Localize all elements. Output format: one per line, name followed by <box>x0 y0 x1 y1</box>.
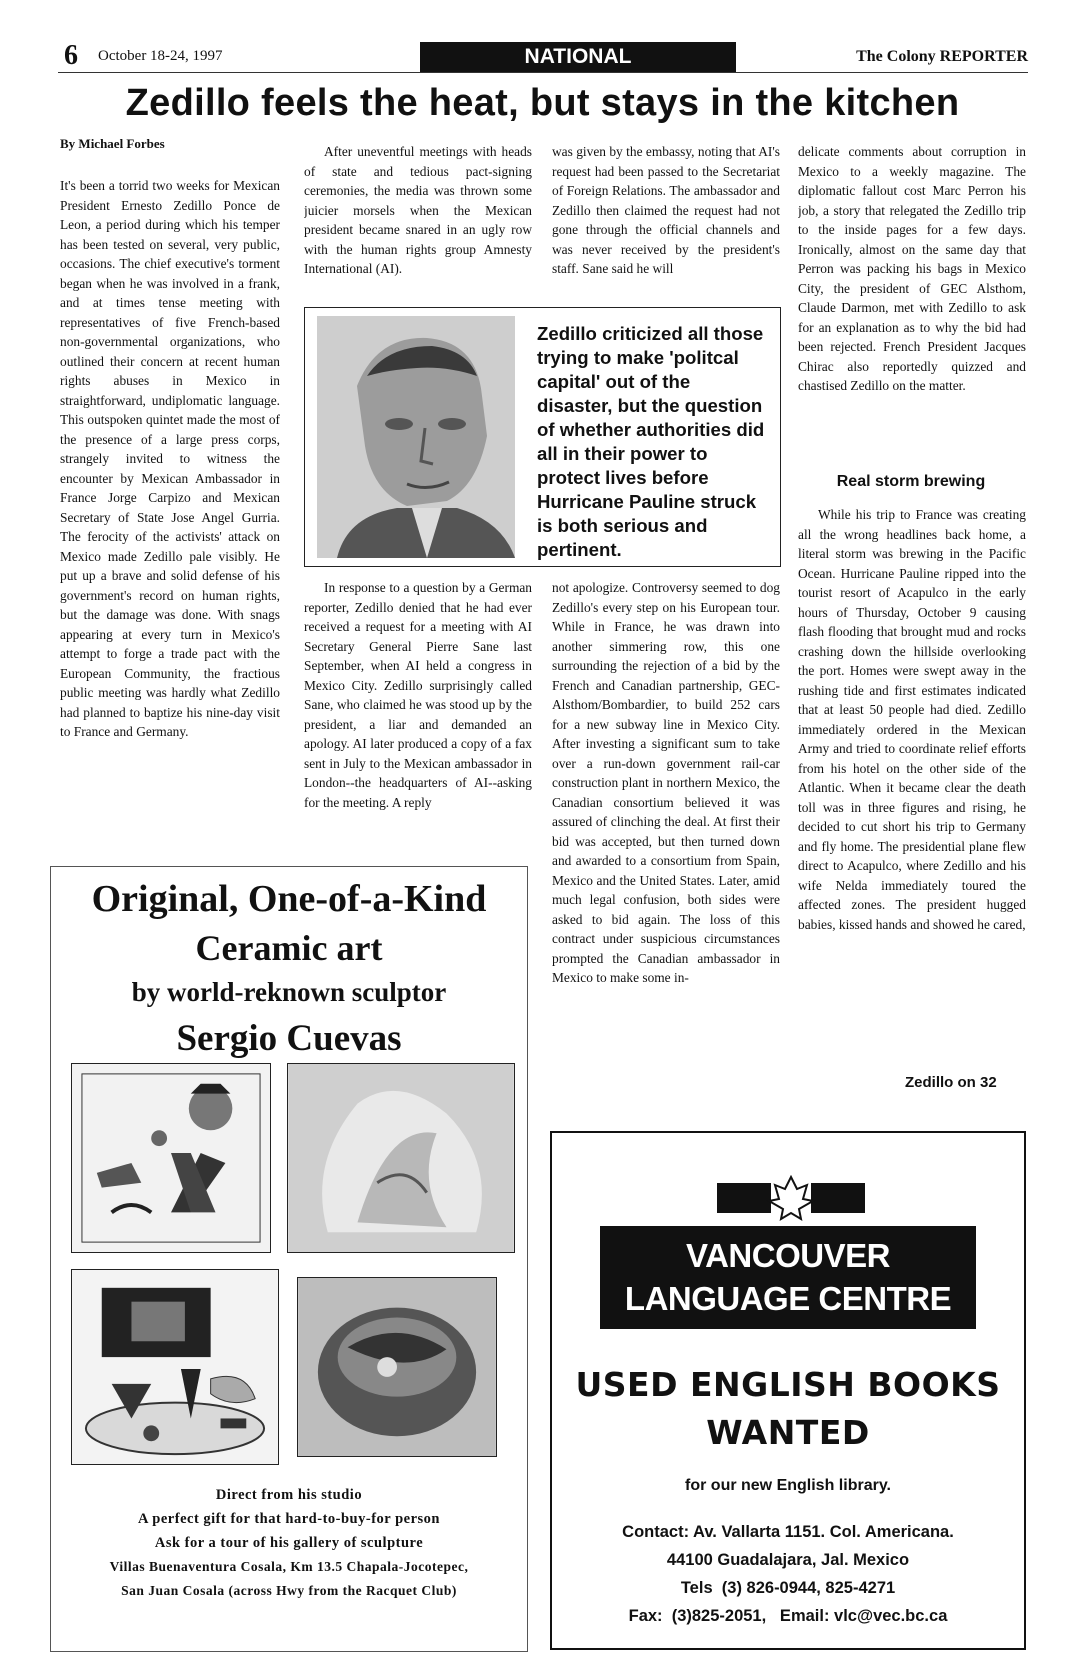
article-column-2-bottom <box>304 578 532 858</box>
vlc-name-line-2: LANGUAGE CENTRE <box>624 1280 952 1317</box>
column-2-bottom-text: In response to a question by a German reporter, Zedillo denied that he had ever received a request for a meeting with AI Secretary General Pierre Sane last September, when AI held a congress in Mexico City. Zedillo surprisingly called Sane, who claimed he was stood up by the president, a liar and demanded an apology. AI later produced a copy of a fax sent in July to the Mexican ambassador in London--the headquarters of AI--asking for the meeting. A reply <box>304 580 532 810</box>
ad-ceramic-line-4: Sergio Cuevas <box>176 1018 402 1059</box>
vlc-for-library-line: for our new English library. <box>685 1477 891 1494</box>
vlc-used-books-line: USED ENGLISH BOOKS <box>575 1365 1001 1404</box>
article-column-3-top <box>552 142 780 302</box>
column-4-top-text: delicate comments about corruption in Mexico to a weekly magazine. The diplomatic fallout cost Marc Perron his job, a story that relegated the Zedillo trip to the inside pages for a few days. Ironically, almost on the same day that Perron was packing his bags in Mexico City, the president of GEC Alsthom, Claude Darmon, met with Zedillo to ask for an explanation as to why the bid had been rejected. French President Jacques Chirac also reportedly quizzed and chastised Zedillo on the matter. <box>798 144 1026 393</box>
ad-ceramic-detail-1: Direct from his studio <box>215 1487 363 1503</box>
masthead-rule <box>58 72 1028 73</box>
column-3-top-text: was given by the embassy, noting that AI's request had been passed to the Secretariat of Foreign Relations. The ambassador and Zedillo then claimed the request had not gone through the official channels and was never received by the president's staff. Sane said he will <box>552 144 780 276</box>
article-column-4-top <box>798 142 1026 464</box>
ceramic-artwork-1 <box>71 1063 271 1253</box>
issue-date: October 18-24, 1997 <box>98 48 223 64</box>
vlc-contact-line-1: Contact: Av. Vallarta 1151. Col. Americana. <box>622 1523 954 1541</box>
jump-line: Zedillo on 32 <box>905 1074 997 1091</box>
ceramic-artwork-4 <box>297 1277 497 1457</box>
page-number: 6 <box>64 40 78 71</box>
vlc-name-block <box>600 1226 976 1329</box>
column-3-bottom-text: not apologize. Controversy seemed to dog Zedillo's every step on his European tour. While in France, he was drawn into another simmering row, this one surrounding the rejection of a bid by the French and Canadian partnership, GEC-Alsthom/Bombardier, to build 252 cars for a new subway line in Mexico City. After investing a significant sum to take over a run-down government rail-car construction plant in northern Mexico, the Canadian consortium believed it was assured of clinching the deal. At first their bid was accepted, but then turned down and awarded to a consortium from Spain, Mexico and the United States. Later, amid much legal confusion, both sides were asked to bid again. The loss of this contract under suspicious circumstances prompted the Canadian ambassador in Mexico to make some in- <box>552 580 780 985</box>
zedillo-portrait-photo <box>317 316 515 558</box>
article-column-4-bottom <box>798 505 1026 1067</box>
ad-ceramic-line-3: by world-reknown sculptor <box>131 977 447 1007</box>
ad-ceramic-detail-4: Villas Buenaventura Cosala, Km 13.5 Chapala-Jocotepec, <box>109 1559 469 1574</box>
subheading: Real storm brewing <box>836 473 986 490</box>
column-4-bottom-text: While his trip to France was creating all the wrong headlines back home, a literal storm was brewing in the Pacific Ocean. Hurricane Pauline ripped into the tourist resort of Acapulco in the early hours of Thursday, October 9 causing flash flooding that brought mud and rocks crashing down the hillside overlooking the port. Homes were swept away in the rushing tide and first estimates indicated that at least 50 people had died. Zedillo immediately ordered in the Mexican Army and tried to coordinate relief efforts from his hotel on the other side of the Atlantic. When it became clear the death toll was in three figures and rising, he decided to cut short his trip to Germany and fly home. The presidential plane flew direct to Acapulco, where Zedillo and his wife Nelda immediately toured the affected zones. The president hugged babies, kissed hands and showed he cared, <box>798 507 1026 932</box>
vlc-contact-line-2: 44100 Guadalajara, Jal. Mexico <box>666 1551 910 1569</box>
article-headline: Zedillo feels the heat, but stays in the kitchen <box>125 82 960 124</box>
ceramic-artwork-3 <box>71 1269 279 1465</box>
ceramic-artwork-2 <box>287 1063 515 1253</box>
ad-ceramic-detail-3: Ask for a tour of his gallery of sculpture <box>154 1535 424 1551</box>
ad-ceramic-line-2: Ceramic art <box>195 928 383 968</box>
article-column-1 <box>60 176 280 856</box>
article-column-2-top <box>304 142 532 302</box>
vancouver-language-centre-advertisement <box>550 1131 1026 1650</box>
maple-leaf-logo-icon <box>717 1175 865 1221</box>
column-1-text: It's been a torrid two weeks for Mexican President Ernesto Zedillo Ponce de Leon, a period during which his temper has been tested on several, very public, occasions. The chief executive's torment began when he was involved in a frank, and at times tense meeting with representatives of five French-based non-governmental organizations, who outlined their concern at recent human rights abuses in Mexico in straightforward, undiplomatic language. This outspoken quintet made the most of the presence of a large press corps, strangely invited to witness the encounter by Mexican Ambassador in France Jorge Carpizo and Mexican Secretary of State Jose Angel Gurria. The ferocity of the activists' attack on Mexico made Zedillo pale visibly. He put up a brave and solid defense of his government's record on human rights, but the damage was done. With snags appearing at every turn in Mexico's attempt to forge a trade pact with the European Community, the fractious public meeting was hardly what Zedillo had planned to baptize his nine-day visit to France and Germany. <box>60 178 280 739</box>
masthead <box>58 38 1028 74</box>
article-column-3-bottom <box>552 578 780 1104</box>
ad-ceramic-line-1: Original, One-of-a-Kind <box>91 878 487 920</box>
ad-ceramic-detail-5: San Juan Cosala (across Hwy from the Racquet Club) <box>121 1583 457 1598</box>
vlc-wanted-line: WANTED <box>706 1413 870 1452</box>
vlc-phone-line: Tels (3) 826-0944, 825-4271 <box>680 1579 896 1597</box>
ceramic-art-advertisement <box>50 866 528 1652</box>
paper-name: The Colony REPORTER <box>856 48 1028 65</box>
vlc-fax-email-line: Fax: (3)825-2051, Email: vlc@vec.bc.ca <box>628 1607 948 1625</box>
pull-quote-text: Zedillo criticized all those trying to make 'politcal capital' out of the disaster, but the question of whether authorities did all in their power to protect lives before Hurricane Pauline struck is both serious and pertinent. <box>537 323 765 560</box>
vlc-name-line-1: VANCOUVER <box>686 1237 890 1274</box>
pull-quote-box <box>304 307 781 567</box>
byline: By Michael Forbes <box>60 136 165 151</box>
column-2-top-text: After uneventful meetings with heads of state and tedious pact-signing ceremonies, the media was thrown some juicier morsels when the Mexican president became snared in an ugly row with the human rights group Amnesty International (AI). <box>304 144 532 276</box>
ad-ceramic-detail-2: A perfect gift for that hard-to-buy-for person <box>138 1511 440 1527</box>
section-label: NATIONAL <box>420 42 736 72</box>
